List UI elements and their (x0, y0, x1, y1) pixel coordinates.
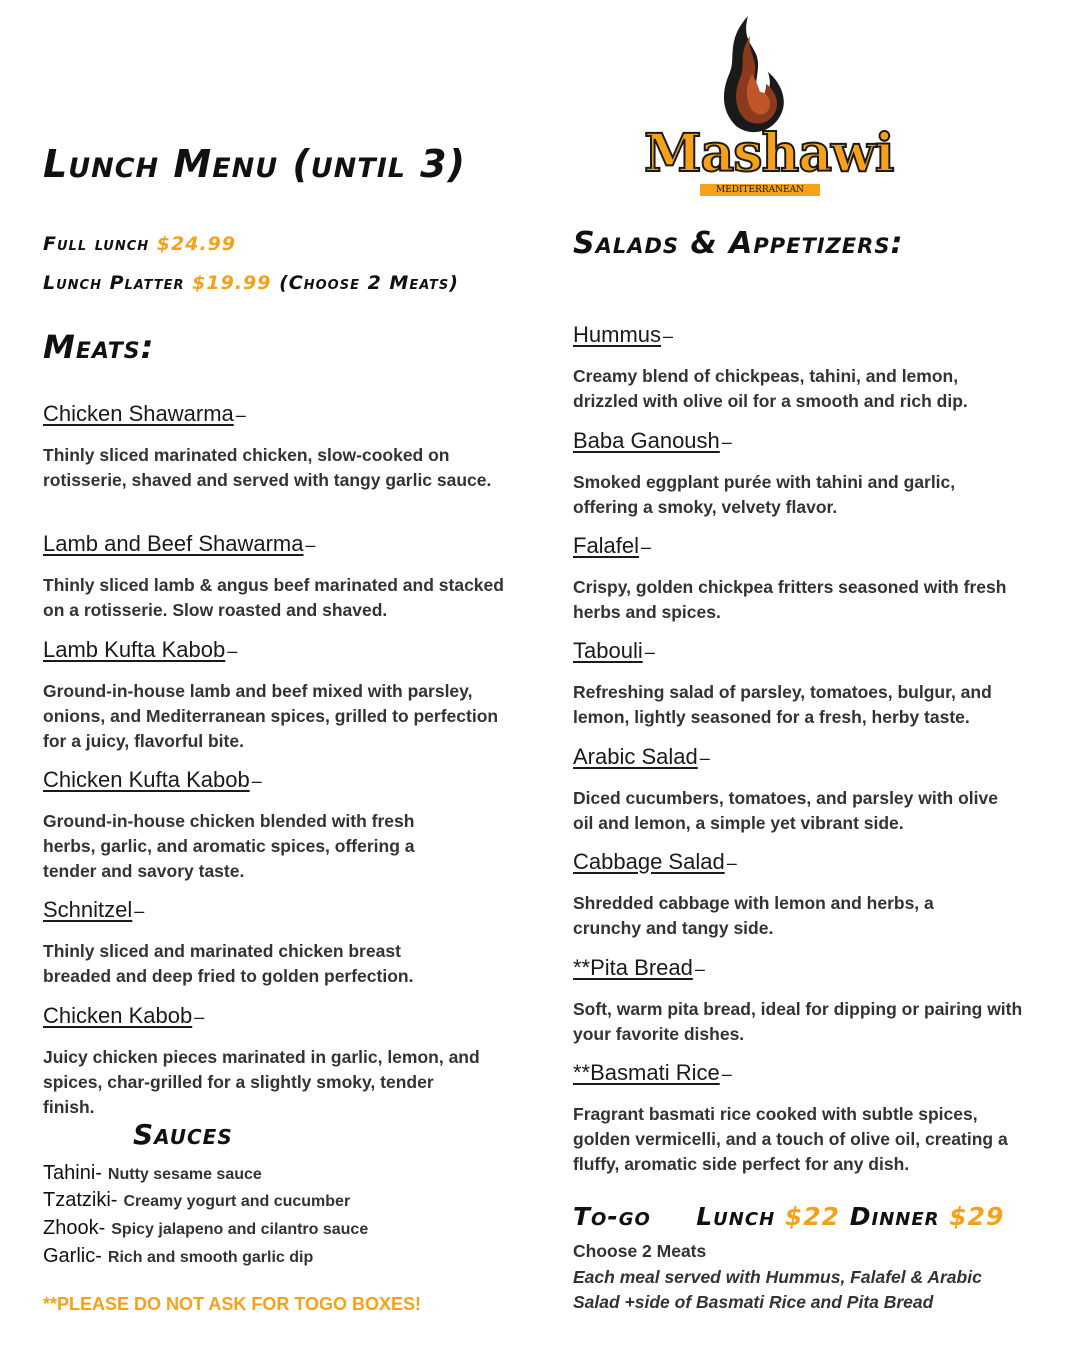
menu-item (43, 385, 513, 493)
item-dash: – (227, 641, 238, 661)
menu-item (43, 881, 513, 989)
togo-boxes-notice: **PLEASE DO NOT ASK FOR TOGO BOXES! (43, 1294, 422, 1314)
brand-tagline: MEDITERRANEAN (700, 184, 820, 196)
salads-heading: Salads & Appetizers: (573, 226, 904, 261)
item-dash: – (663, 326, 674, 346)
item-dash: – (641, 537, 652, 557)
sauce-name: Garlic- (43, 1245, 102, 1267)
full-lunch-price: $24.99 (156, 233, 237, 255)
item-name: Tabouli (573, 638, 643, 663)
meats-heading: Meats: (43, 328, 155, 366)
togo-lunch-label: Lunch (696, 1202, 776, 1231)
mashawi-logo (640, 14, 894, 204)
item-description: Ground-in-house chicken blended with fresh herbs, garlic, and aromatic spices, offering a tender and savory taste. (43, 811, 415, 881)
item-description: Fragrant basmati rice cooked with subtle spices, golden vermicelli, and a touch of olive oil, creating a fluffy, aromatic side perfect for any dish. (573, 1104, 1008, 1174)
item-description: Smoked eggplant purée with tahini and garlic, offering a smoky, velvety flavor. (573, 472, 956, 517)
sauce-item (43, 1162, 262, 1185)
item-name: **Pita Bread (573, 955, 693, 980)
item-name: Falafel (573, 533, 640, 558)
menu-item (573, 939, 1043, 1047)
item-description: Thinly sliced lamb & angus beef marinated and stacked on a rotisserie. Slow roasted and shaved. (43, 575, 504, 620)
item-description: Shredded cabbage with lemon and herbs, a crunchy and tangy side. (573, 893, 934, 938)
item-dash: – (251, 771, 262, 791)
item-name: Hummus (573, 322, 662, 347)
item-dash: – (726, 853, 737, 873)
togo-note: Each meal served with Hummus, Falafel & Arabic Salad +side of Basmati Rice and Pita Bread (573, 1267, 982, 1312)
item-name: **Basmati Rice (573, 1060, 720, 1085)
menu-item (573, 517, 1043, 625)
platter-note: (Choose 2 Meats) (279, 272, 459, 294)
togo-dinner-label: Dinner (849, 1202, 940, 1231)
item-dash: – (644, 642, 655, 662)
platter-label: Lunch Platter (43, 272, 185, 294)
lunch-menu-title: Lunch Menu (until 3) (43, 142, 466, 186)
menu-item (573, 728, 1043, 836)
sauce-description: Rich and smooth garlic dip (107, 1249, 314, 1266)
item-description: Juicy chicken pieces marinated in garlic, lemon, and spices, char-grilled for a slightly smoky, tender finish. (43, 1047, 480, 1117)
sauce-description: Nutty sesame sauce (107, 1166, 262, 1183)
togo-label: To-go (573, 1202, 651, 1231)
menu-item (43, 987, 513, 1120)
sauce-description: Spicy jalapeno and cilantro sauce (111, 1221, 369, 1238)
item-description: Diced cucumbers, tomatoes, and parsley with olive oil and lemon, a simple yet vibrant side. (573, 788, 998, 833)
item-description: Crispy, golden chickpea fritters seasoned with fresh herbs and spices. (573, 577, 1007, 622)
togo-dinner-price: $29 (949, 1202, 1005, 1231)
item-dash: – (694, 959, 705, 979)
sauces-heading: Sauces (133, 1118, 233, 1151)
item-name: Schnitzel (43, 897, 133, 922)
item-name: Lamb Kufta Kabob (43, 637, 226, 662)
sauce-name: Zhook- (43, 1217, 106, 1239)
item-name: Chicken Kufta Kabob (43, 767, 250, 792)
menu-item (43, 621, 513, 754)
menu-item (573, 833, 1043, 941)
item-dash: – (235, 405, 246, 425)
item-name: Cabbage Salad (573, 849, 725, 874)
item-dash: – (721, 1064, 732, 1084)
item-dash: – (194, 1007, 205, 1027)
full-lunch-label: Full lunch (43, 233, 150, 255)
togo-choose: Choose 2 Meats (573, 1241, 707, 1261)
togo-price-line (573, 1200, 1004, 1234)
item-name: Lamb and Beef Shawarma (43, 531, 304, 556)
sauce-description: Creamy yogurt and cucumber (123, 1193, 351, 1210)
sauce-item (43, 1189, 350, 1212)
item-dash: – (699, 748, 710, 768)
item-dash: – (305, 535, 316, 555)
togo-lunch-price: $22 (784, 1202, 841, 1231)
lunch-platter-line (43, 272, 459, 294)
item-name: Chicken Shawarma (43, 401, 234, 426)
sauce-item (43, 1245, 313, 1268)
item-description: Thinly sliced marinated chicken, slow-cooked on rotisserie, shaved and served with tangy garlic sauce. (43, 445, 492, 490)
item-description: Soft, warm pita bread, ideal for dipping or pairing with your favorite dishes. (573, 999, 1023, 1044)
sauce-name: Tzatziki- (43, 1189, 118, 1211)
item-description: Refreshing salad of parsley, tomatoes, bulgur, and lemon, lightly seasoned for a fresh, herby taste. (573, 682, 992, 727)
full-lunch-line (43, 233, 236, 255)
menu-item (43, 751, 513, 884)
menu-item (573, 1044, 1043, 1177)
item-name: Chicken Kabob (43, 1003, 193, 1028)
item-dash: – (721, 432, 732, 452)
menu-item (43, 515, 513, 623)
menu-item (573, 306, 1043, 414)
item-dash: – (134, 901, 145, 921)
platter-price: $19.99 (192, 272, 272, 294)
item-description: Ground-in-house lamb and beef mixed with parsley, onions, and Mediterranean spices, grilled to perfection for a juicy, flavorful bite. (43, 681, 499, 751)
brand-name: Mashawi (644, 123, 894, 184)
item-name: Arabic Salad (573, 744, 698, 769)
item-description: Thinly sliced and marinated chicken breast breaded and deep fried to golden perfection. (43, 941, 414, 986)
sauce-name: Tahini- (43, 1162, 102, 1184)
sauce-item (43, 1217, 368, 1240)
item-name: Baba Ganoush (573, 428, 720, 453)
menu-item (573, 412, 1043, 520)
menu-item (573, 622, 1043, 730)
item-description: Creamy blend of chickpeas, tahini, and lemon, drizzled with olive oil for a smooth and rich dip. (573, 366, 968, 411)
